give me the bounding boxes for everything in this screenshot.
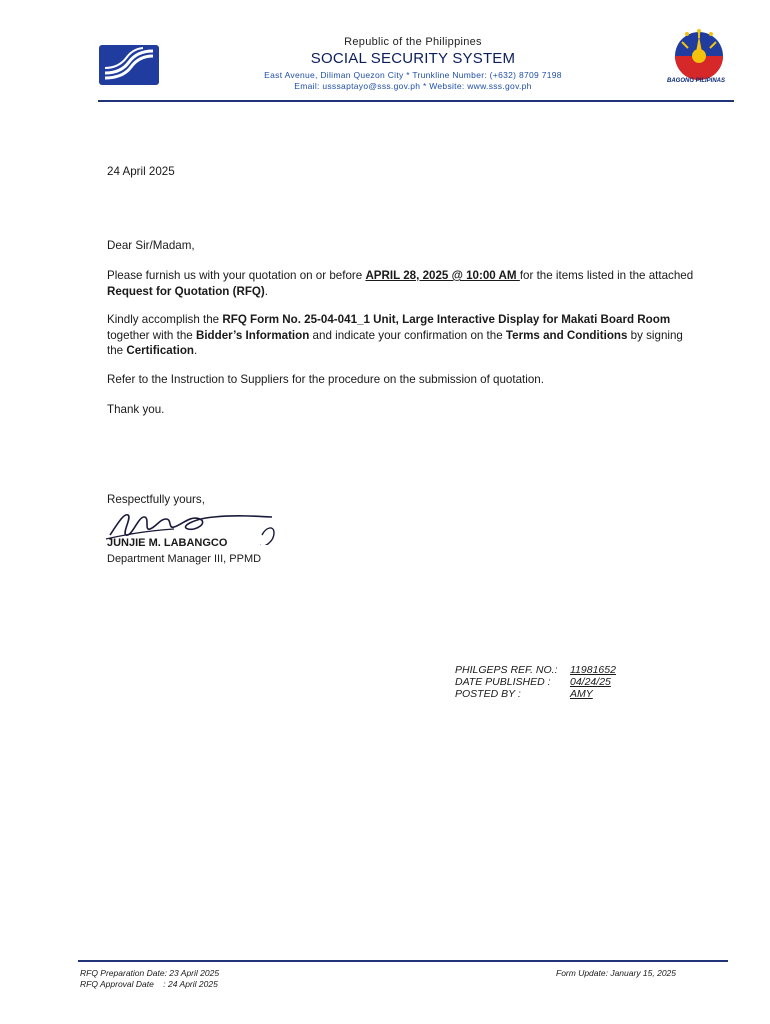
agency-address: East Avenue, Diliman Quezon City * Trunkline Number: (+632) 8709 7198	[264, 70, 562, 80]
letterhead	[200, 36, 626, 91]
paragraph-deadline	[107, 268, 697, 299]
p1-text-a: Please furnish us with your quotation on or before	[107, 269, 366, 282]
form-update: Form Update: January 15, 2025	[556, 968, 677, 978]
p2-text-d: by signing the	[107, 328, 683, 357]
p2-text-a: Kindly accomplish the	[107, 313, 223, 326]
p2-text-c: and indicate your confirmation on the	[309, 328, 506, 342]
philgeps-ref-row	[455, 664, 616, 676]
posted-by-label: POSTED BY :	[455, 688, 521, 700]
date-published-label: DATE PUBLISHED :	[455, 676, 551, 688]
p2-text-e: .	[193, 344, 198, 357]
agency-contact: Email: usssaptayo@sss.gov.ph * Website: www.sss.gov.ph	[294, 81, 532, 91]
footer-rule	[78, 960, 728, 962]
agency-name: SOCIAL SECURITY SYSTEM	[310, 50, 516, 67]
p1-text-c: .	[264, 284, 269, 298]
deadline: APRIL 28, 2025 @ 10:00 AM	[365, 269, 520, 282]
bagong-pilipinas-logo-icon	[664, 28, 734, 94]
signer-name: JUNJIE M. LABANGCO	[107, 537, 228, 549]
rfq-form-number: RFQ Form No. 25-04-041_1 Unit, Large Interactive Display for Makati Board Room	[222, 313, 671, 326]
p1-text-b: for the items listed in the attached	[519, 269, 694, 282]
rfq-preparation-date: RFQ Preparation Date: 23 April 2025	[80, 968, 220, 978]
philgeps-block	[455, 664, 616, 700]
closing: Respectfully yours,	[107, 493, 205, 506]
paragraph-refer: Refer to the Instruction to Suppliers for the procedure on the submission of quotation.	[107, 373, 544, 386]
greeting: Dear Sir/Madam,	[107, 239, 195, 252]
p2-text-b: together with the	[107, 328, 196, 342]
terms-and-conditions: Terms and Conditions	[505, 328, 628, 342]
footer-dates	[80, 968, 219, 990]
posted-by-row	[455, 688, 616, 700]
philgeps-ref-label: PHILGEPS REF. NO.:	[455, 664, 558, 676]
philgeps-ref-value: 11981652	[570, 664, 616, 676]
bidders-information: Bidder’s Information	[195, 328, 310, 342]
date-published-value: 04/24/25	[570, 676, 611, 688]
date-published-row	[455, 676, 616, 688]
certification: Certification	[126, 344, 194, 357]
rfq-reference: Request for Quotation (RFQ)	[107, 284, 265, 298]
rfq-approval-date: RFQ Approval Date : 24 April 2025	[80, 979, 218, 989]
bagong-pilipinas-text: BAGONG PILIPINAS	[666, 78, 725, 84]
paragraph-instructions	[107, 312, 699, 359]
republic-line: Republic of the Philippines	[344, 36, 482, 48]
signer-title: Department Manager III, PPMD	[107, 553, 262, 565]
letter-date: 24 April 2025	[107, 165, 175, 178]
thank-you: Thank you.	[107, 403, 165, 416]
posted-by-value: AMY	[570, 688, 593, 700]
sss-logo-icon	[99, 45, 159, 85]
header-rule	[98, 100, 734, 102]
